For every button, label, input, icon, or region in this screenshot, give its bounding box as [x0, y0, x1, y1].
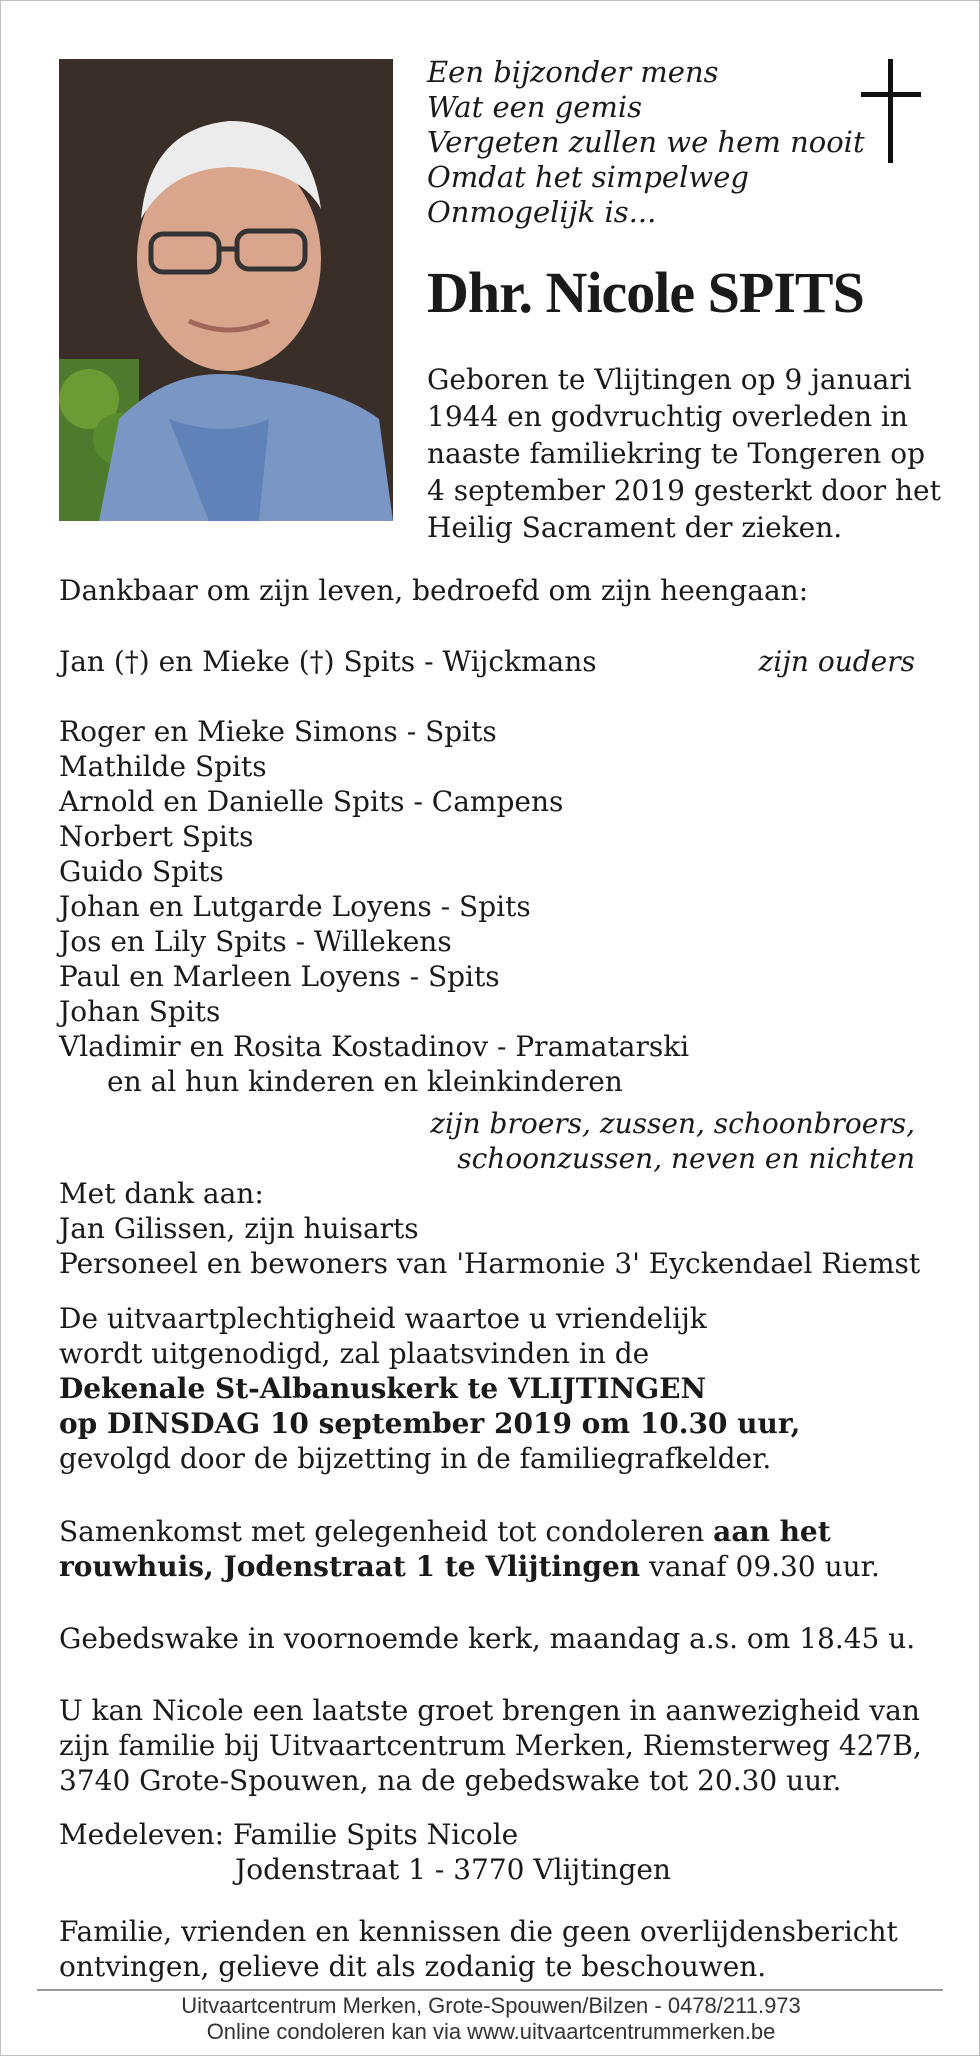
- gathering-bold-1: aan het: [713, 1515, 831, 1548]
- list-item: Roger en Mieke Simons - Spits: [59, 715, 497, 748]
- closing-line: Familie, vrienden en kennissen die geen overlijdensbericht: [59, 1915, 898, 1948]
- birth-death-text: Geboren te Vlijtingen op 9 januari 1944 en godvruchtig overleden in naaste familiekring te Tongeren op 4 september 2019 gesterkt door het Heilig Sacrament der zieken.: [427, 363, 941, 544]
- gathering-bold-2: rouwhuis, Jodenstraat 1 te Vlijtingen: [59, 1550, 641, 1583]
- poem-line: Vergeten zullen we hem nooit: [427, 125, 865, 159]
- footer-line-2: Online condoleren kan via www.uitvaartcentrummerken.be: [206, 2019, 776, 2044]
- list-item: Jos en Lily Spits - Willekens: [59, 925, 452, 958]
- gathering-post: vanaf 09.30 uur.: [640, 1550, 880, 1583]
- ceremony-church: Dekenale St-Albanuskerk te VLIJTINGEN: [59, 1372, 707, 1405]
- condolences-address: Jodenstraat 1 - 3770 Vlijtingen: [235, 1853, 671, 1886]
- poem-line: Een bijzonder mens: [427, 55, 719, 89]
- footer-line-1: Uitvaartcentrum Merken, Grote-Spouwen/Bilzen - 0478/211.973: [181, 1993, 801, 2018]
- list-item: Paul en Marleen Loyens - Spits: [59, 960, 500, 993]
- footer-divider: [37, 1989, 943, 1991]
- poem-line: Wat een gemis: [427, 90, 643, 124]
- closing-line: ontvingen, gelieve dit als zodanig te beschouwen.: [59, 1950, 767, 1983]
- poem: [427, 55, 865, 230]
- thanks-heading: Met dank aan:: [59, 1177, 264, 1210]
- thanks-line: Personeel en bewoners van 'Harmonie 3' Eyckendael Riemst: [59, 1247, 921, 1280]
- list-item: Guido Spits: [59, 855, 224, 888]
- role-line: zijn broers, zussen, schoonbroers,: [430, 1107, 915, 1140]
- siblings-list: [59, 714, 689, 1099]
- condolences-label: Medeleven: Familie Spits Nicole: [59, 1818, 519, 1851]
- footer: [1, 1993, 980, 2045]
- list-item: Norbert Spits: [59, 820, 254, 853]
- list-item: Vladimir en Rosita Kostadinov - Pramatarski: [59, 1030, 690, 1063]
- poem-line: Omdat het simpelweg: [427, 160, 749, 194]
- portrait-photo: [59, 59, 393, 521]
- ceremony-line: De uitvaartplechtigheid waartoe u vriendelijk: [59, 1302, 707, 1335]
- ceremony-section: [59, 1301, 800, 1476]
- poem-line: Onmogelijk is...: [427, 195, 657, 229]
- role-line: schoonzussen, neven en nichten: [457, 1142, 915, 1175]
- deceased-name: Dhr. Nicole SPITS: [427, 260, 864, 325]
- farewell-line: zijn familie bij Uitvaartcentrum Merken, Riemsterweg 427B,: [59, 1729, 922, 1762]
- list-item: Arnold en Danielle Spits - Campens: [59, 785, 564, 818]
- thanks-section: [59, 1176, 920, 1281]
- gathering-pre: Samenkomst met gelegenheid tot condoleren: [59, 1515, 714, 1548]
- farewell-line: U kan Nicole een laatste groet brengen in aanwezigheid van: [59, 1694, 920, 1727]
- farewell-line: 3740 Grote-Spouwen, na de gebedswake tot 20.30 uur.: [59, 1764, 842, 1797]
- thanks-line: Jan Gilissen, zijn huisarts: [59, 1212, 419, 1245]
- farewell-section: [59, 1693, 922, 1798]
- ceremony-datetime: op DINSDAG 10 september 2019 om 10.30 uur,: [59, 1407, 801, 1440]
- gathering-section: [59, 1514, 880, 1584]
- list-item: Johan Spits: [59, 995, 221, 1028]
- ceremony-line: gevolgd door de bijzetting in de familiegrafkelder.: [59, 1442, 772, 1475]
- list-item: Johan en Lutgarde Loyens - Spits: [59, 890, 531, 923]
- siblings-role: [430, 1106, 915, 1176]
- children-line: en al hun kinderen en kleinkinderen: [107, 1065, 623, 1098]
- condolences-section: [59, 1817, 671, 1887]
- gratitude-line: Dankbaar om zijn leven, bedroefd om zijn heengaan:: [59, 574, 809, 607]
- list-item: Mathilde Spits: [59, 750, 267, 783]
- cross-icon: [861, 59, 921, 163]
- vigil-line: Gebedswake in voornoemde kerk, maandag a.s. om 18.45 u.: [59, 1622, 916, 1655]
- ceremony-line: wordt uitgenodigd, zal plaatsvinden in de: [59, 1337, 650, 1370]
- parents-role: zijn ouders: [758, 645, 915, 678]
- parents-names: Jan (†) en Mieke (†) Spits - Wijckmans: [59, 645, 597, 678]
- closing-section: [59, 1914, 898, 1984]
